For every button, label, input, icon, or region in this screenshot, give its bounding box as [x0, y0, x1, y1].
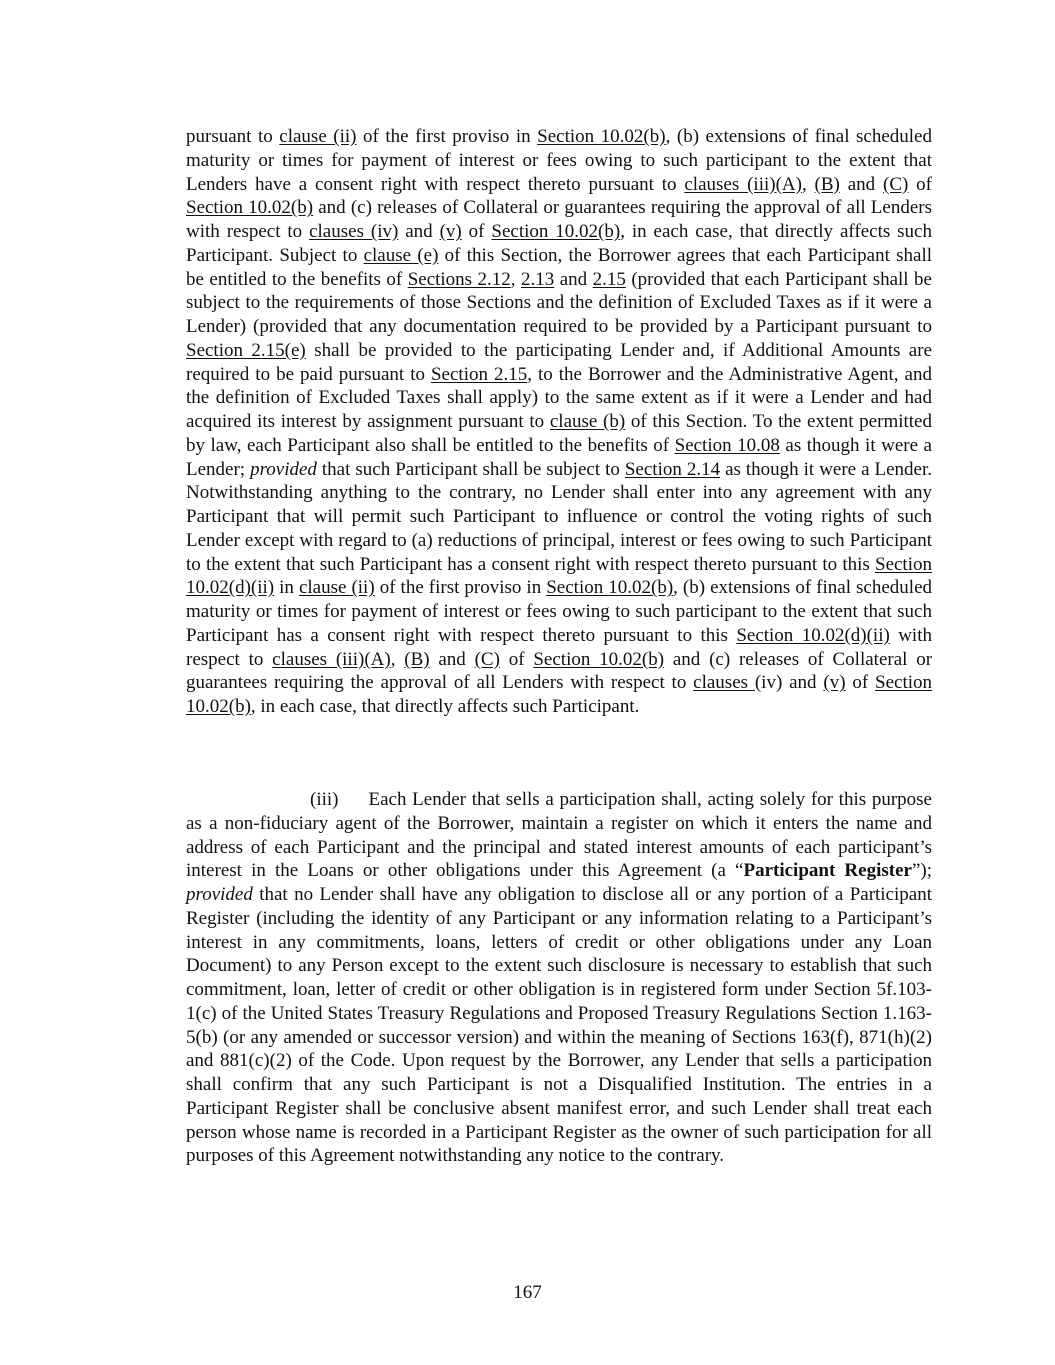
cross-reference: 2.15: [592, 268, 626, 290]
text-run: as though it were a Lender. Notwithstanding anything to the contrary, no Lender shall enter into any agreement with any Participant that will permit such Participant to influence or control the voting rights of such Lender except with regard to (a) reductions of principal, interest or fees owing to such Participant to the extent that such Participant has a consent right with respect thereto pursuant to this: [186, 458, 933, 575]
cross-reference: Section 10.02(b): [533, 648, 665, 670]
cross-reference: 2.13: [521, 268, 555, 290]
cross-reference: (B): [404, 648, 430, 670]
cross-reference: Sections 2.12: [407, 268, 511, 290]
cross-reference: clause (b): [549, 411, 626, 432]
text-run: of: [461, 221, 492, 242]
text-run: , in each case, that directly affects such Participant.: [250, 696, 640, 717]
text-run: ,: [801, 173, 815, 195]
text-run: of: [845, 672, 876, 694]
text-run: that such Participant shall be subject to: [316, 458, 625, 480]
text-run: ”);: [911, 860, 932, 882]
cross-reference: clause (e): [363, 244, 439, 266]
text-run: and: [554, 268, 593, 290]
cross-reference: clauses (iv): [309, 221, 399, 242]
text-run: as though it were a Lender;: [186, 434, 932, 480]
paragraph-body: [186, 789, 932, 1166]
cross-reference: Section 10.02(b): [491, 221, 621, 242]
text-run: , to the Borrower and the Administrative Agent, and the definition of Excluded Taxes shall apply) to the same extent as if it were a Lender and had acquired its interest by assignment pursuant to: [186, 363, 932, 432]
text-run: ,: [390, 648, 405, 670]
cross-reference: Section 10.08: [674, 434, 780, 456]
cross-reference: clauses (iii)(A): [272, 648, 391, 670]
body-paragraph-iii: [186, 788, 932, 1168]
text-run: of: [908, 173, 932, 195]
cross-reference: clauses: [693, 672, 755, 694]
cross-reference: Section 10.02(b): [546, 577, 674, 599]
text-run: (provided that each Participant shall be subject to the requirements of those Sections and the definition of Excluded Taxes as if it were a Lender) (provided that any documentation required to be provided by a Participant pursuant to: [186, 268, 932, 337]
text-run: that no Lender shall have any obligation to disclose all or any portion of a Participant Register (including the identity of any Participant or any information relating to a Participant’s interest in any commitments, loans, letters of credit or other obligations under any Loan Document) to any Person except to the extent such disclosure is necessary to establish that such commitment, loan, letter of credit or other obligation is in registered form under Section 5f.103-1(c) of the United States Treasury Regulations and Proposed Treasury Regulations Section 1.163-5(b) (or any amended or successor version) and within the meaning of Sections 163(f), 871(h)(2) and 881(c)(2) of the Code. Upon request by the Borrower, any Lender that sells a participation shall confirm that any such Participant is not a Disqualified Institution. The entries in a Participant Register shall be conclusive absent manifest error, and such Lender shall treat each person whose name is recorded in a Participant Register as the owner of such participation for all purposes of this Agreement notwithstanding any notice to the contrary.: [186, 884, 932, 1167]
cross-reference: Section 10.02(d)(ii): [736, 624, 890, 646]
text-run: and: [839, 173, 883, 195]
text-run: and (c) releases of Collateral or guarantees requiring the approval of all Lenders with respect to: [186, 197, 932, 242]
italic-term: provided: [186, 884, 253, 905]
text-run: and: [429, 648, 475, 670]
text-run: of the first proviso in: [374, 577, 547, 599]
cross-reference: clause (ii): [298, 577, 375, 599]
text-run: shall be provided to the participating Lender and, if Additional Amounts are required to be paid pursuant to: [186, 339, 932, 385]
text-run: of the first proviso in: [356, 126, 538, 147]
text-run: pursuant to: [186, 126, 280, 147]
cross-reference: Section 2.15(e): [186, 339, 306, 361]
text-run: of: [499, 648, 534, 670]
cross-reference: Section 10.02(d)(ii): [186, 553, 932, 599]
text-run: , (b) extensions of final scheduled maturity or times for payment of interest or fees owing to such participant to the extent that Lenders have a consent right with respect thereto pursuant to: [186, 126, 932, 195]
cross-reference: (C): [883, 173, 909, 195]
body-paragraph-continuation: [186, 125, 932, 719]
cross-reference: Section 10.02(b): [186, 672, 933, 717]
cross-reference: (v): [439, 221, 462, 242]
text-run: of this Section, the Borrower agrees that each Participant shall be entitled to the benefits of: [186, 244, 933, 290]
text-run: , (b) extensions of final scheduled maturity or times for payment of interest or fees owing to such participant to the extent that such Participant has a consent right with respect thereto pursuant to this: [186, 577, 932, 646]
text-run: with respect to: [186, 624, 932, 670]
cross-reference: (v): [823, 672, 846, 694]
cross-reference: (C): [474, 648, 500, 670]
cross-reference: clause (ii): [279, 126, 357, 147]
text-run: and (c) releases of Collateral or guarantees requiring the approval of all Lenders with respect to: [186, 648, 933, 694]
paragraph-number: (iii): [310, 789, 339, 810]
cross-reference: Section 2.14: [624, 458, 721, 480]
text-run: in: [274, 577, 299, 599]
cross-reference: Section 2.15: [430, 363, 528, 385]
cross-reference: Section 10.02(b): [186, 197, 314, 219]
text-run: of this Section. To the extent permitted by law, each Participant also shall be entitled to the benefits of: [186, 411, 932, 456]
defined-term: Participant Register: [743, 860, 912, 882]
text-run: Each Lender that sells a participation shall, acting solely for this purpose as a non-fiduciary agent of the Borrower, maintain a register on which it enters the name and address of each Participant and the principal and stated interest amounts of each participant’s interest in the Loans or other obligations under this Agreement (a “: [186, 789, 932, 882]
cross-reference: Section 10.02(b): [537, 126, 666, 147]
text-run: and: [398, 221, 440, 242]
text-run: ,: [510, 268, 522, 290]
cross-reference: (B): [814, 173, 840, 195]
text-run: (iv) and: [754, 672, 824, 694]
cross-reference: clauses (iii)(A): [684, 173, 802, 195]
italic-term: provided: [250, 458, 317, 480]
page-number: 167: [513, 1282, 542, 1303]
text-run: , in each case, that directly affects such Participant. Subject to: [186, 221, 932, 266]
